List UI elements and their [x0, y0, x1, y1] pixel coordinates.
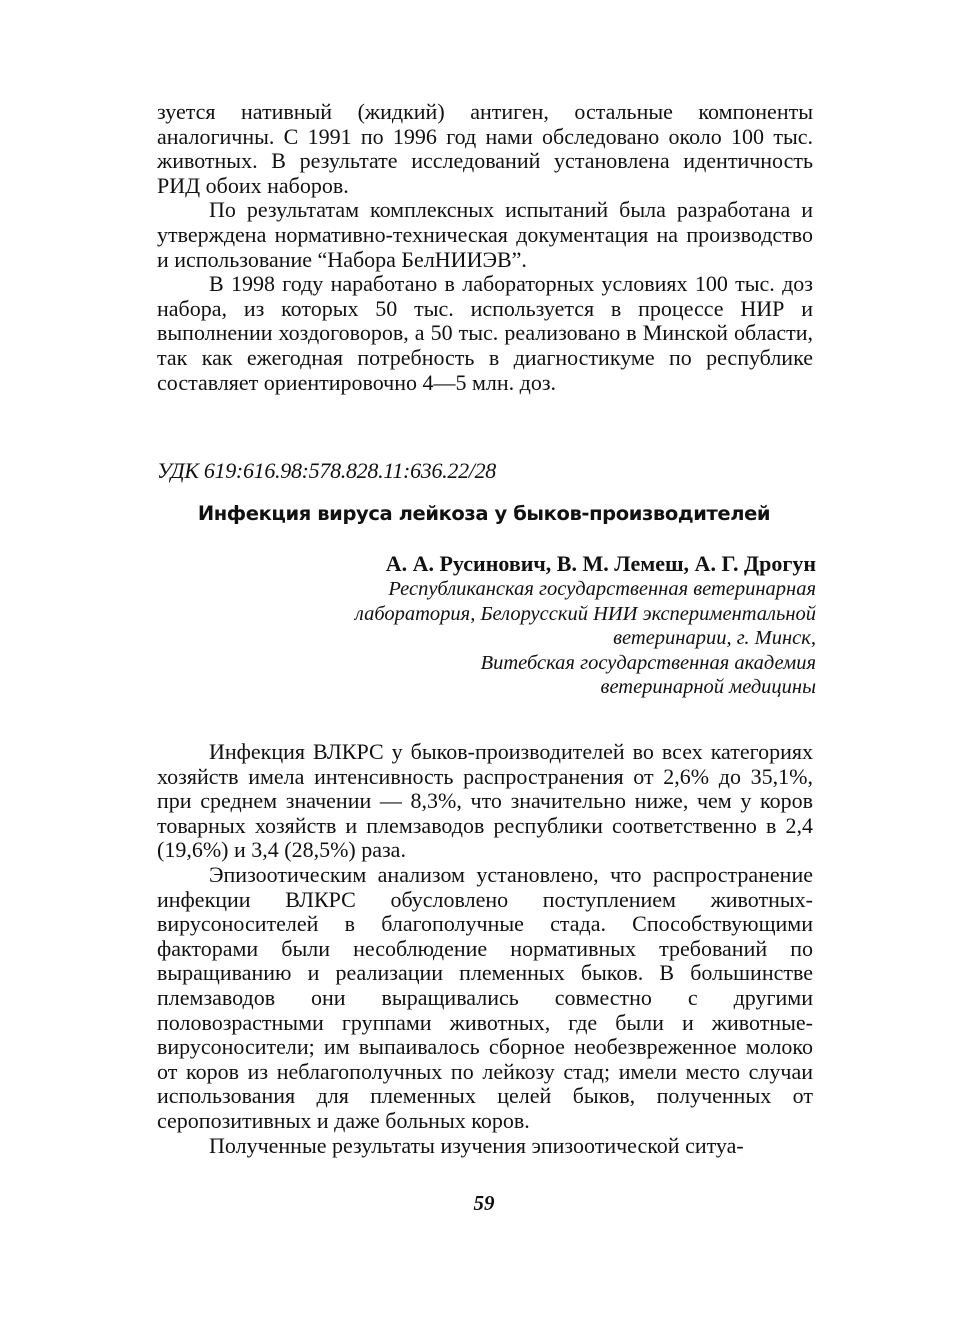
udk-code: УДК 619:616.98:578.828.11:636.22/28 [157, 458, 496, 483]
continued-text-block [157, 100, 813, 395]
paragraph: Полученные результаты изучения эпизоотической ситуа- [209, 1132, 744, 1158]
paragraph: По результатам комплексных испытаний была разработана и утверждена нормативно-техническая документация на производство и использование “Набора БелНИИЭВ”. [157, 197, 813, 272]
affiliation-line: ветеринарии, г. Минск, [613, 627, 816, 650]
paragraph: В 1998 году наработано в лабораторных условиях 100 тыс. доз набора, из которых 50 тыс. используется в процессе НИР и выполнении хоздоговоров, а 50 тыс. реализовано в Минской области, так как ежегодная потребность в диагностикуме по республике составляет ориентировочно 4—5 млн. доз. [157, 271, 813, 395]
paragraph: Эпизоотическим анализом установлено, что распространение инфекции ВЛКРС обусловлено поступлением животных-вирусоносителей в благополучные стада. Способствующими факторами были несоблюдение нормативных требований по выращиванию и реализации племенных быков. В большинстве племзаводов они выращивались совместно с другими половозрастными группами животных, где были и животные-вирусоносители; им выпаивалось сборное необезвреженное молоко от коров из неблагополучных по лейкозу стад; имели место случаи использования для племенных целей быков, полученных от серопозитивных и даже больных коров. [157, 861, 813, 1133]
affiliation-line: лаборатория, Белорусский НИИ экспериментальной [354, 602, 816, 625]
article-authors: А. А. Русинович, В. М. Лемеш, А. Г. Дрогун [385, 551, 816, 576]
paragraph: зуется нативный (жидкий) антиген, остальные компоненты аналогичны. С 1991 по 1996 год нами обследовано около 100 тыс. животных. В результате исследований установлена идентичность РИД обоих наборов. [157, 99, 813, 198]
affiliation-line: ветеринарной медицины [600, 676, 816, 699]
article-title: Инфекция вируса лейкоза у быков-производителей [197, 502, 771, 525]
article-body [157, 740, 813, 1158]
paragraph: Инфекция ВЛКРС у быков-производителей во всех категориях хозяйств имела интенсивность распространения от 2,6% до 35,1%, при среднем значении — 8,3%, что значительно ниже, чем у коров товарных хозяйств и племзаводов республики соответственно в 2,4 (19,6%) и 3,4 (28,5%) раза. [157, 739, 813, 863]
author-affiliations [256, 577, 816, 700]
affiliation-line: Витебская государственная академия [480, 651, 816, 674]
page-number: 59 [473, 1191, 495, 1215]
affiliation-line: Республиканская государственная ветеринарная [388, 578, 816, 600]
